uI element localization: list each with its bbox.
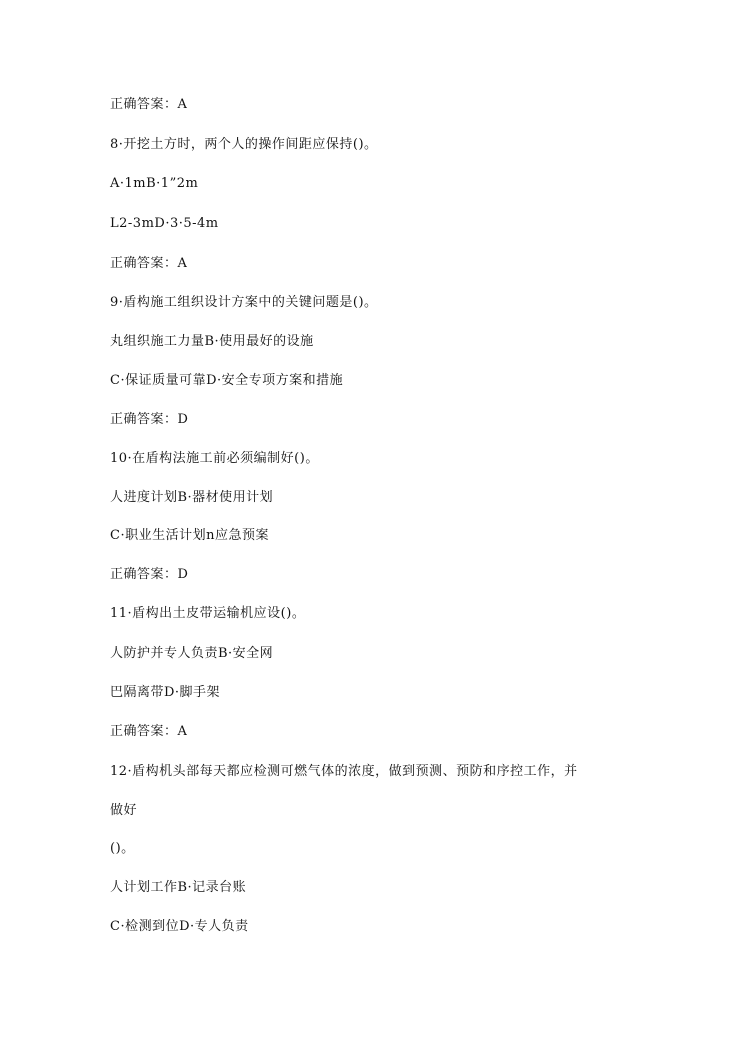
- question-line: 11·盾构出土皮带运输机应设()。: [110, 606, 306, 621]
- option-line: C·职业生活计划n应急预案: [110, 528, 269, 543]
- question-line: 8·开挖土方时，两个人的操作间距应保持()。: [110, 137, 378, 152]
- question-line: 10·在盾构法施工前必须编制好()。: [110, 451, 319, 466]
- option-line: C·保证质量可靠D·安全专项方案和措施: [110, 373, 344, 388]
- answer-line: 正确答案：A: [110, 97, 188, 112]
- question-line: ()。: [110, 841, 135, 856]
- answer-line: 正确答案：D: [110, 567, 189, 582]
- answer-line: 正确答案：A: [110, 256, 188, 271]
- option-line: 人计划工作B·记录台账: [110, 880, 247, 895]
- option-line: 丸组织施工力量B·使用最好的设施: [110, 334, 314, 349]
- option-line: A·1mB·1”2m: [110, 176, 199, 191]
- option-line: 巴隔离带D·脚手架: [110, 685, 221, 700]
- answer-line: 正确答案：D: [110, 412, 189, 427]
- option-line: 人进度计划B·器材使用计划: [110, 490, 274, 505]
- question-line: 12·盾构机头部每天都应检测可燃气体的浓度，做到预测、预防和序控工作，并: [110, 764, 578, 779]
- question-line: 9·盾构施工组织设计方案中的关键问题是()。: [110, 295, 378, 310]
- answer-line: 正确答案：A: [110, 724, 188, 739]
- option-line: C·检测到位D·专人负责: [110, 919, 249, 934]
- option-line: 人防护并专人负责B·安全网: [110, 646, 274, 661]
- option-line: L2-3mD·3·5-4m: [110, 216, 219, 231]
- question-line: 做好: [110, 803, 138, 818]
